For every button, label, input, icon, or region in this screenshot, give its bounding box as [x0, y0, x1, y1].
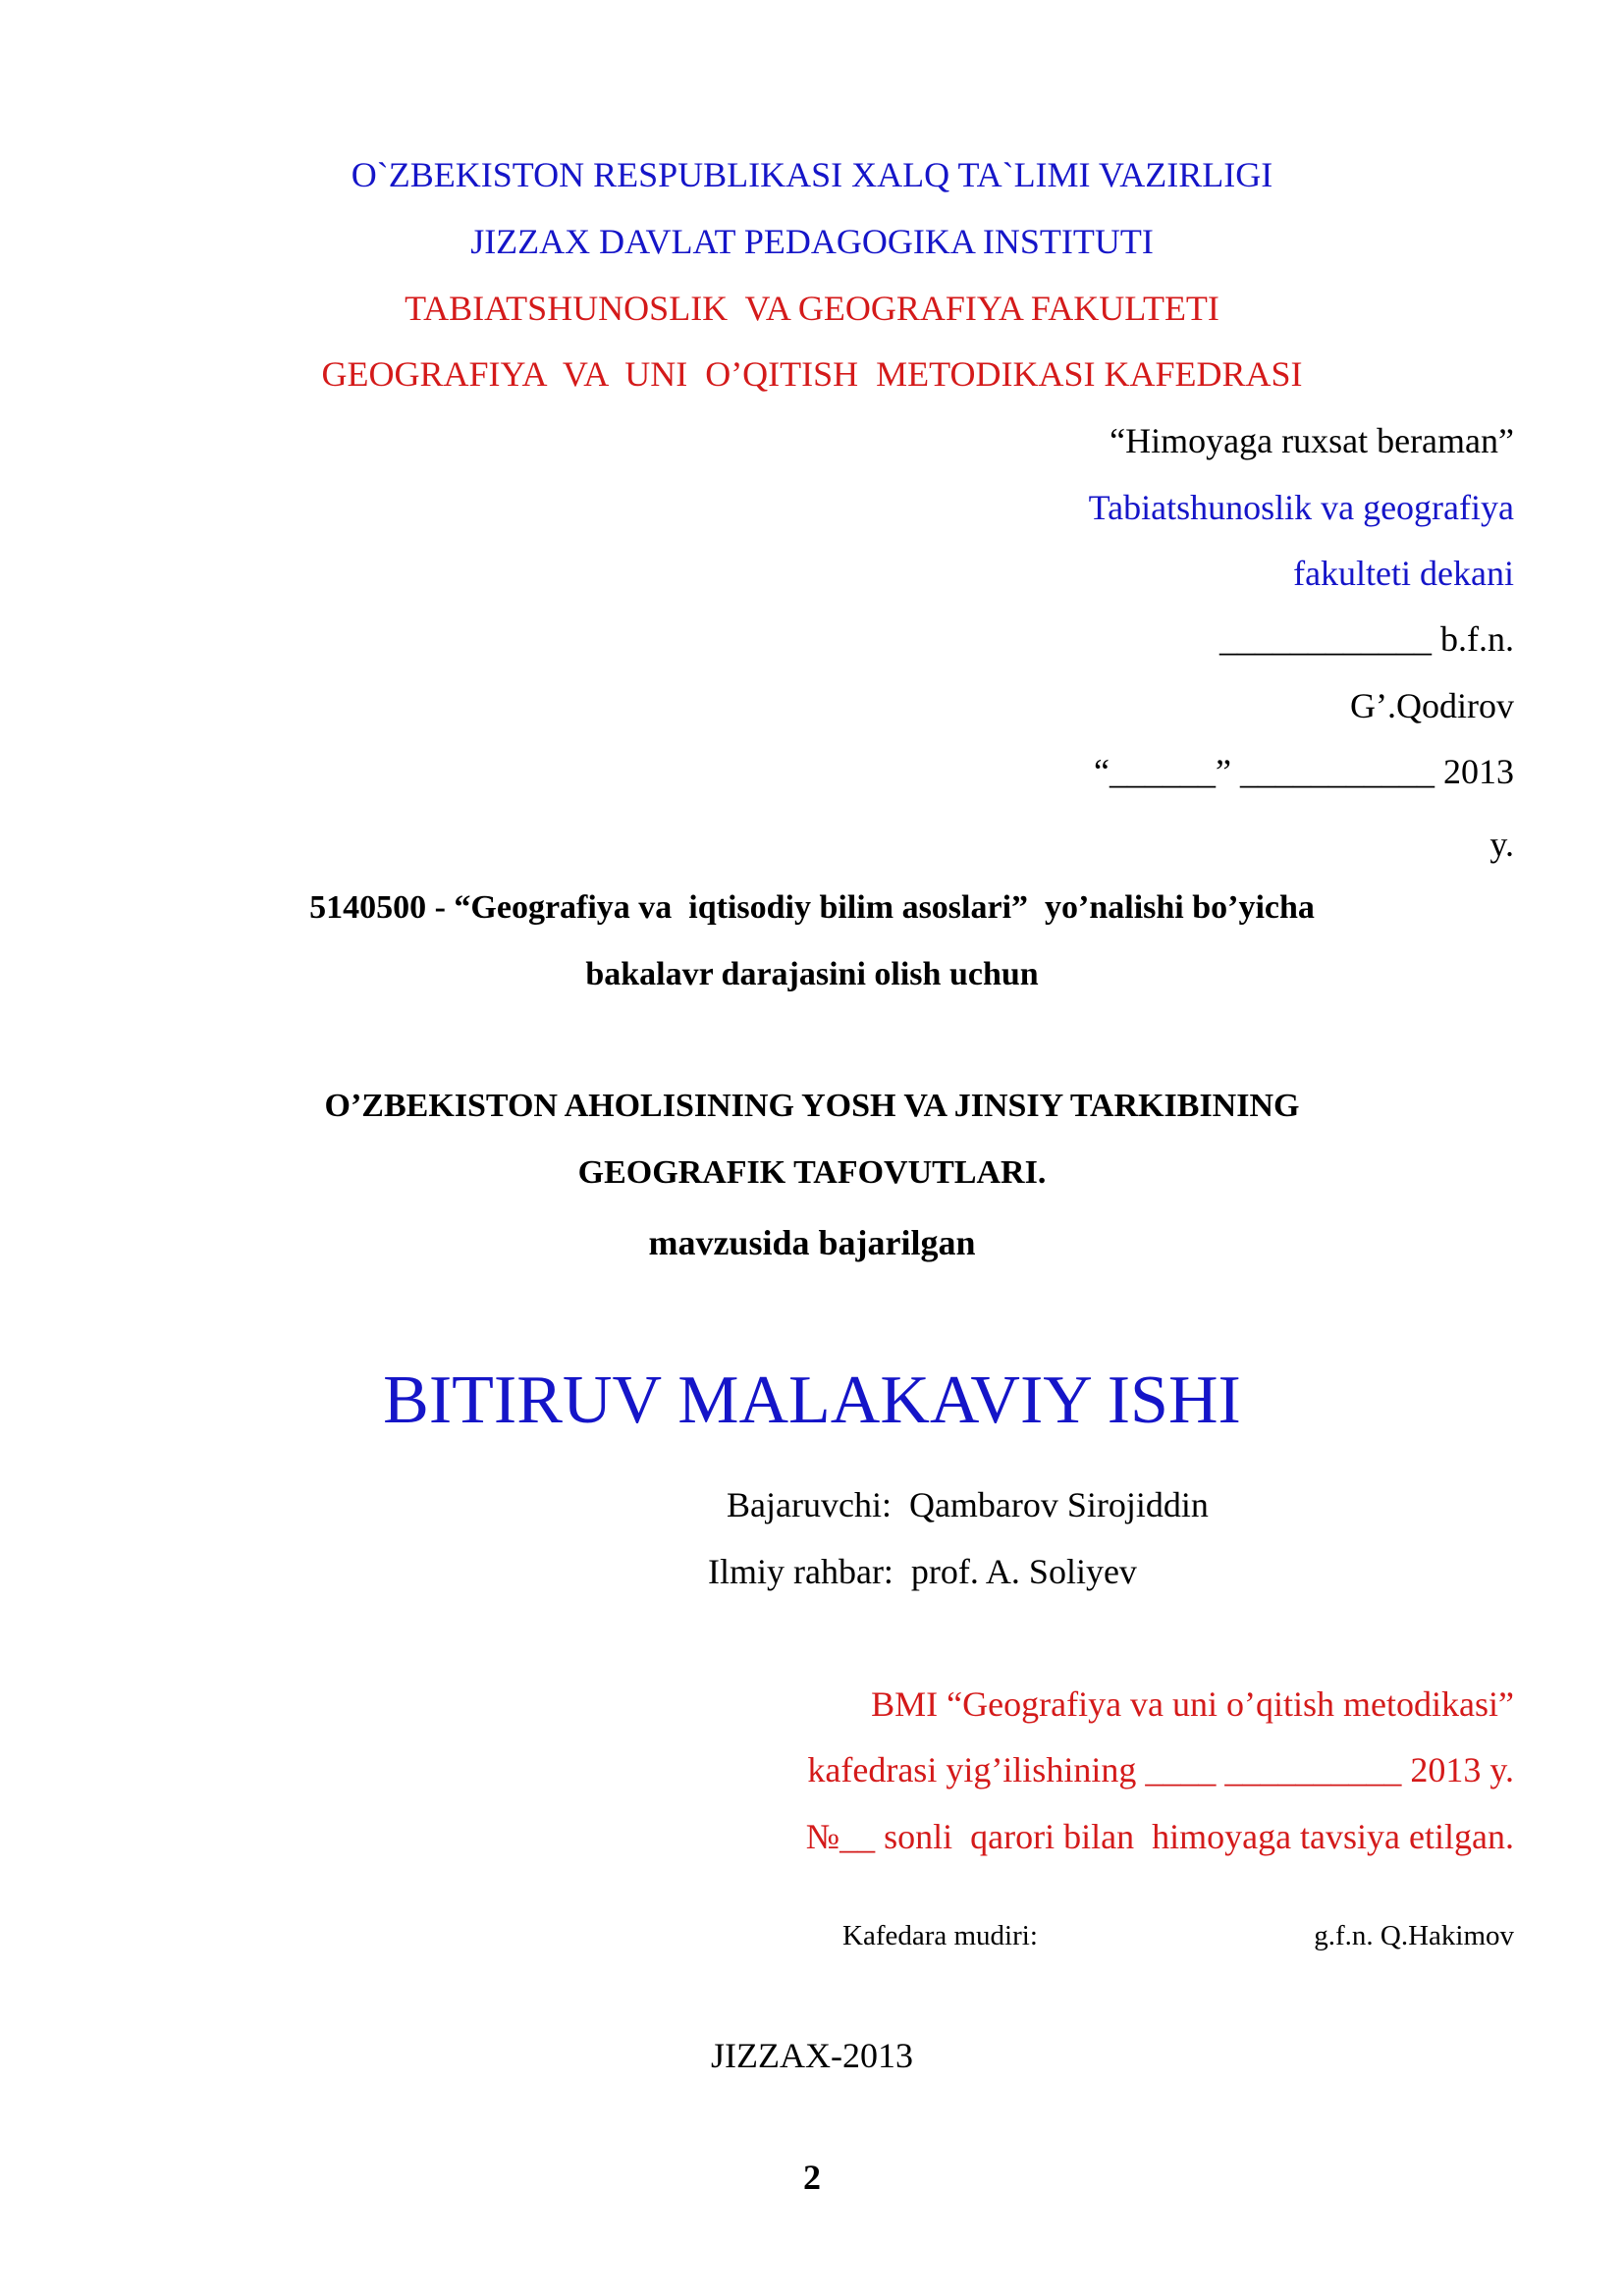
approval-date: “______” ___________ 2013 [1094, 752, 1514, 791]
recommendation-line-2: kafedrasi yig’ilishining ____ __________ 2013 y. [807, 1750, 1514, 1789]
program-line-1: 5140500 - “Geografiya va iqtisodiy bilim asoslari” yo’nalishi bo’yicha [309, 889, 1315, 926]
supervisor: Ilmiy rahbar: prof. A. Soliyev [708, 1552, 1137, 1591]
recommendation-line-1: BMI “Geografiya va uni o’qitish metodikasi” [871, 1684, 1514, 1724]
approval-year-suffix: y. [1489, 825, 1514, 864]
head-of-department-label: Kafedara mudiri: [842, 1920, 1038, 1951]
program-line-2: bakalavr darajasini olish uchun [585, 956, 1039, 992]
approval-line-1: Tabiatshunoslik va geografiya [1088, 488, 1514, 527]
page-number: 2 [803, 2158, 821, 2197]
approval-line-2: fakulteti dekani [1293, 554, 1514, 593]
topic-line-2: GEOGRAFIK TAFOVUTLARI. [577, 1154, 1047, 1191]
institute-heading: JIZZAX DAVLAT PEDAGOGIKA INSTITUTI [470, 222, 1154, 261]
approval-name: G’.Qodirov [1350, 686, 1514, 725]
ministry-heading: O`ZBEKISTON RESPUBLIKASI XALQ TA`LIMI VAZIRLIGI [351, 155, 1273, 194]
performer: Bajaruvchi: Qambarov Sirojiddin [727, 1485, 1209, 1524]
topic-line-1: O’ZBEKISTON AHOLISINING YOSH VA JINSIY TARKIBINING [324, 1088, 1300, 1124]
approval-heading: “Himoyaga ruxsat beraman” [1110, 421, 1514, 460]
approval-degree: ____________ b.f.n. [1219, 619, 1514, 659]
document-title: BITIRUV MALAKAVIY ISHI [383, 1362, 1241, 1438]
head-of-department-name: g.f.n. Q.Hakimov [1314, 1920, 1514, 1951]
department-heading: GEOGRAFIYA VA UNI O’QITISH METODIKASI KAFEDRASI [321, 354, 1303, 394]
faculty-heading: TABIATSHUNOSLIK VA GEOGRAFIYA FAKULTETI [405, 289, 1219, 328]
place-year: JIZZAX-2013 [711, 2036, 913, 2075]
topic-line-3: mavzusida bajarilgan [648, 1223, 976, 1262]
recommendation-line-3: №__ sonli qarori bilan himoyaga tavsiya etilgan. [805, 1817, 1514, 1856]
